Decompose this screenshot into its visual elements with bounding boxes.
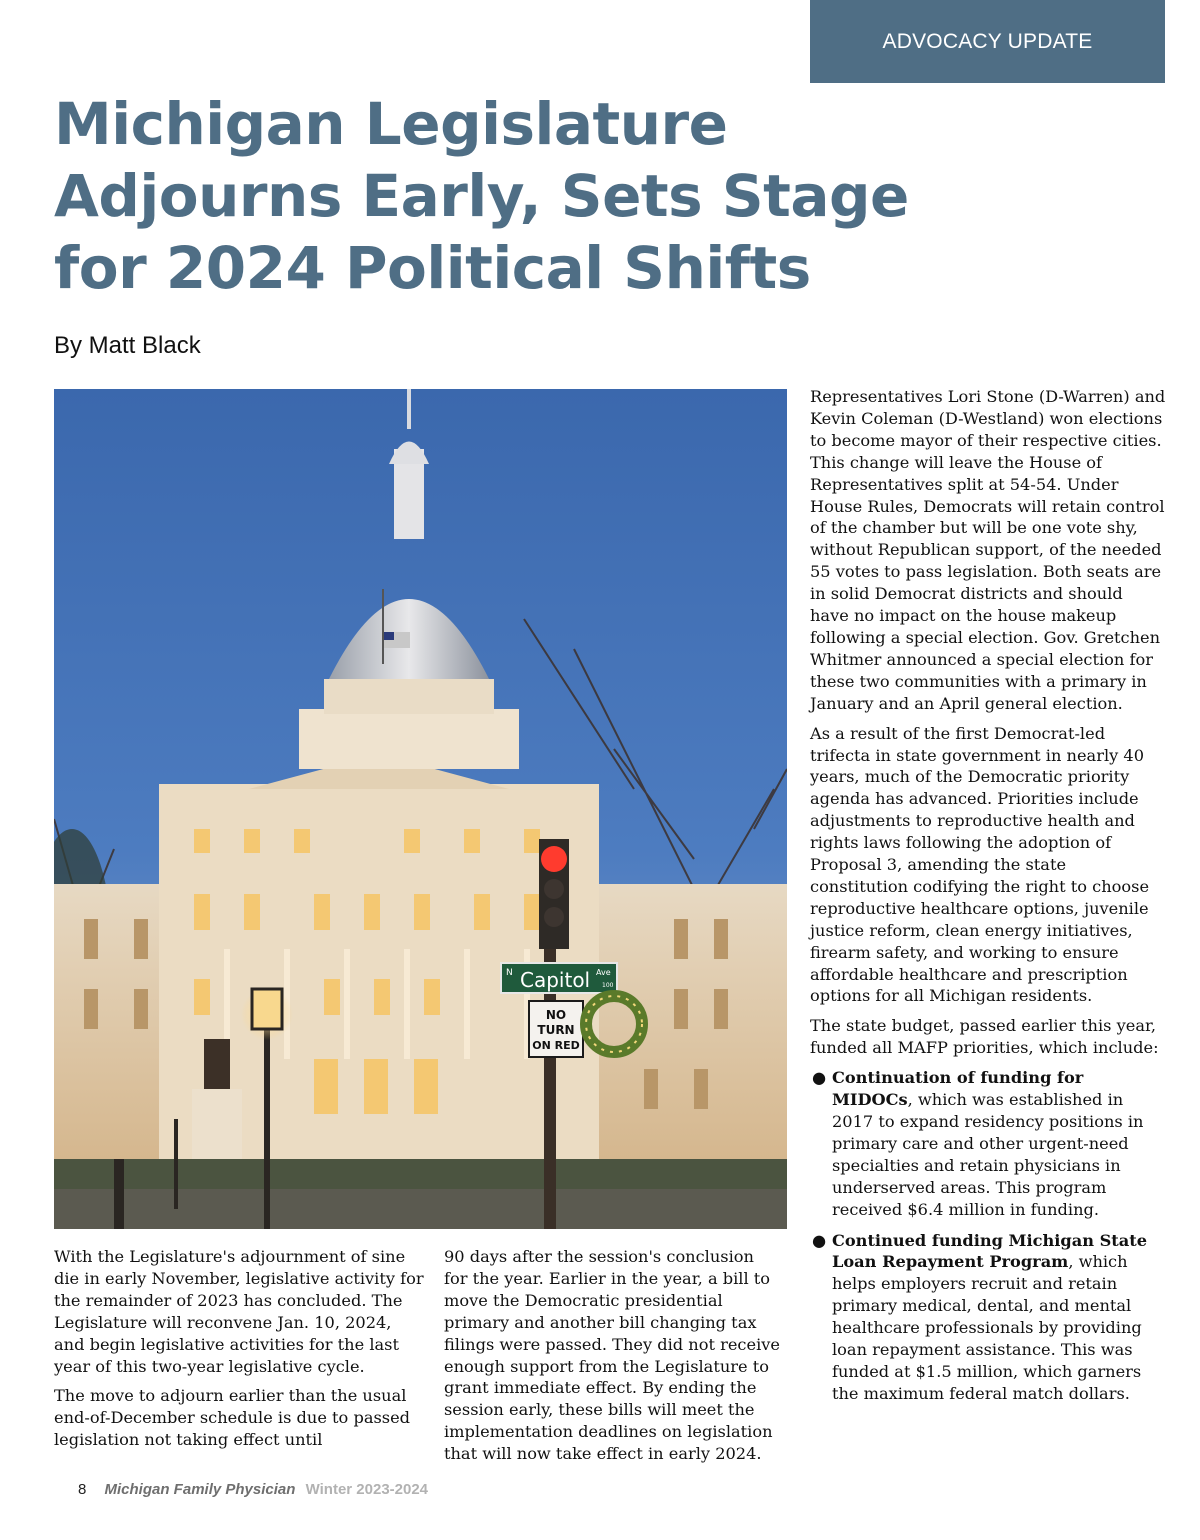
- article-column-1: [54, 1246, 424, 1459]
- article-column-2: [444, 1246, 782, 1473]
- list-item: [810, 1067, 1166, 1220]
- street-sign-suffix: Ave: [596, 968, 611, 977]
- street-sign-number: 100: [602, 982, 614, 989]
- paragraph: With the Legislature's adjournment of sine die in early November, legislative activity for the remainder of 2023 has concluded. The Legislature will reconvene Jan. 10, 2024, and begin legislative activities for the last year of this two-year legislative cycle.: [54, 1247, 424, 1376]
- paragraph: The state budget, passed earlier this year, funded all MAFP priorities, which include:: [810, 1016, 1159, 1058]
- paragraph: The move to adjourn earlier than the usual end-of-December schedule is due to passed legislation not taking effect until: [54, 1386, 411, 1450]
- list-item: [810, 1230, 1166, 1405]
- paragraph: Representatives Lori Stone (D-Warren) and Kevin Coleman (D-Westland) won elections to become mayor of their respective cities. This change will leave the House of Representatives split at 54-54. Under House Rules, Democrats will retain control of the chamber but will be one vote shy, without Republican support, of the needed 55 votes to pass legislation. Both seats are in solid Democrat districts and should have no impact on the house makeup following a special election. Gov. Gretchen Whitmer announced a special election for these two communities with a primary in January and an April general election.: [810, 387, 1166, 713]
- article-column-3: [810, 386, 1166, 1414]
- priorities-list: [810, 1067, 1166, 1405]
- list-item-bold: Continuation of funding for MIDOCs: [832, 1068, 1084, 1110]
- byline: By Matt Black: [54, 332, 201, 359]
- paragraph: As a result of the first Democrat-led trifecta in state government in nearly 40 years, much of the Democratic priority agenda has advanced. Priorities include adjustments to reproductive health and rights laws following the adoption of Proposal 3, amending the state constitution codifying the right to choose reproductive healthcare options, juvenile justice reform, clean energy initiatives, firearm safety, and working to ensure affordable healthcare and prescription options for all Michigan residents.: [810, 723, 1150, 1006]
- issue-label: Winter 2023-2024: [305, 1481, 429, 1498]
- bullet-icon: ●: [812, 1068, 827, 1088]
- list-item-bold: Continued funding Michigan State Loan Repayment Program: [832, 1230, 1148, 1272]
- page-footer: [78, 1481, 428, 1498]
- capitol-photo: [54, 389, 787, 1229]
- traffic-sign-line2: TURN: [537, 1023, 575, 1037]
- section-tab: ADVOCACY UPDATE: [810, 0, 1165, 83]
- article-headline: Michigan Legislature Adjourns Early, Sets Stage for 2024 Political Shifts: [54, 90, 909, 302]
- list-item-text: , which helps employers recruit and retain primary medical, dental, and mental healthcare professionals by providing loan repayment assistance. This was funded at $1.5 million, which garners the maximum federal match dollars.: [832, 1252, 1142, 1403]
- traffic-sign-line1: NO: [545, 1008, 567, 1022]
- street-sign-name: Capitol: [520, 968, 591, 992]
- bullet-icon: ●: [812, 1230, 827, 1250]
- page-number: 8: [78, 1481, 87, 1498]
- street-sign-prefix: N: [506, 968, 513, 978]
- traffic-sign-line3: ON RED: [532, 1039, 580, 1052]
- paragraph: 90 days after the session's conclusion for the year. Earlier in the year, a bill to move the Democratic presidential primary and another bill changing tax filings were passed. They did not receive enough support from the Legislature to grant immediate effect. By ending the session early, these bills will meet the implementation deadlines on legislation that will now take effect in early 2024.: [444, 1247, 780, 1464]
- list-item-text: , which was established in 2017 to expand residency positions in primary care and other urgent-need specialties and retain physicians in underserved areas. This program received $6.4 million in funding.: [832, 1090, 1144, 1219]
- magazine-title: Michigan Family Physician: [104, 1481, 296, 1498]
